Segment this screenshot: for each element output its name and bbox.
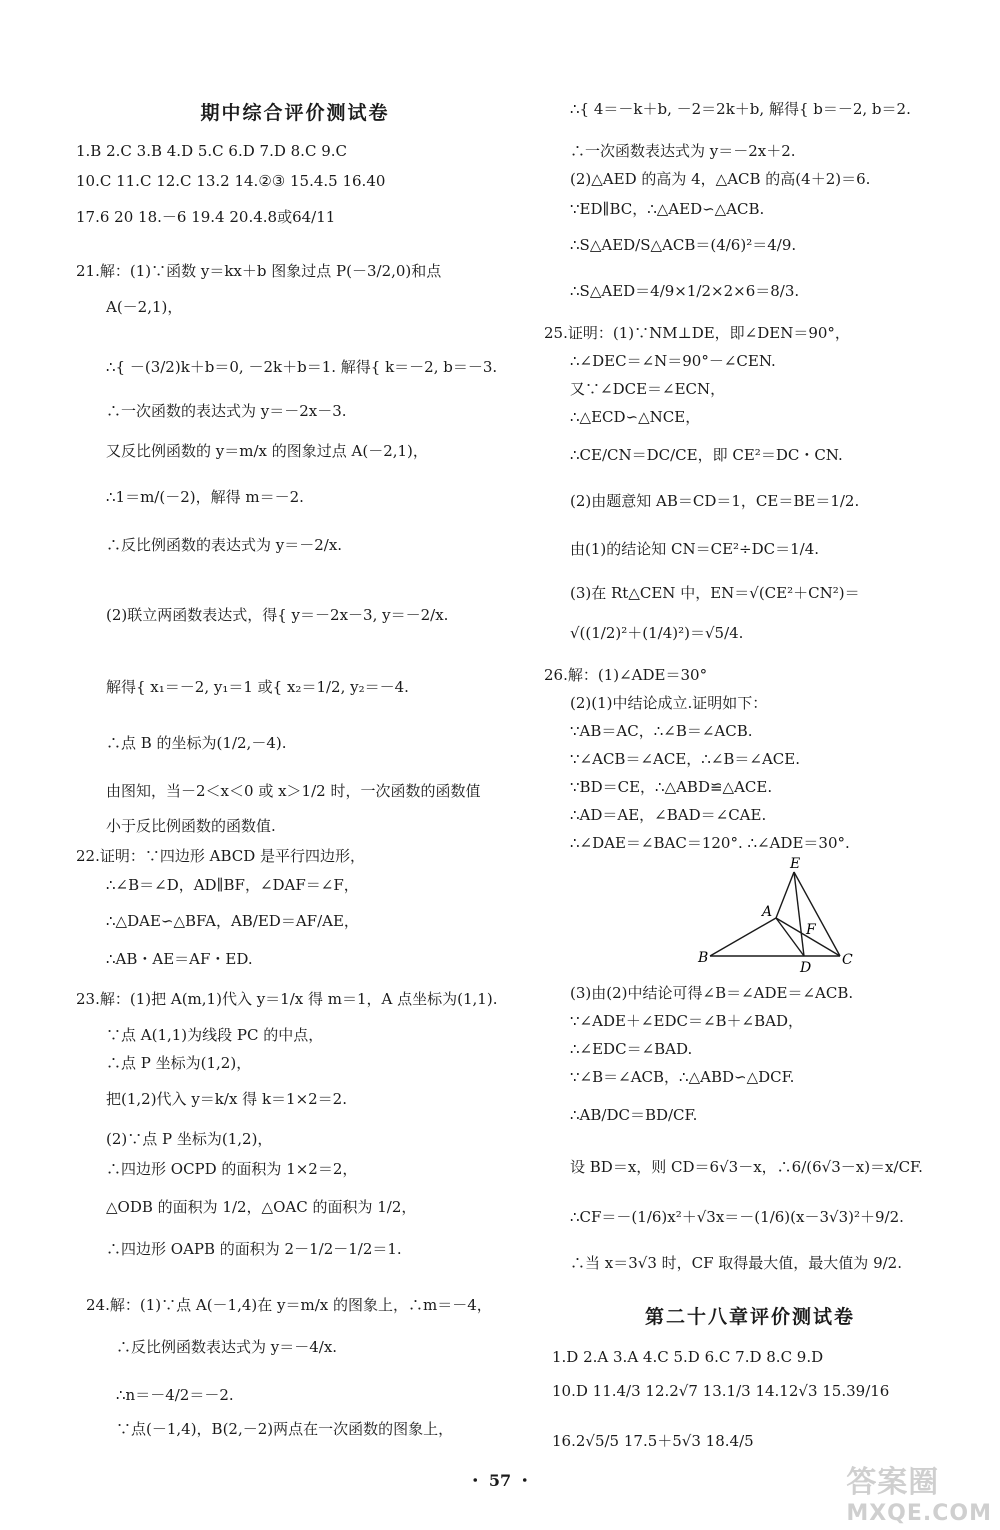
label-A: A [762,904,773,920]
solution-line: ∵AB＝AC，∴∠B＝∠ACB. [570,722,753,740]
solution-line: (2)△AED 的高为 4，△ACB 的高(4＋2)＝6. [570,170,871,188]
label-B: B [698,950,709,966]
solution-line: (2)∵点 P 坐标为(1,2)， [106,1130,273,1148]
solution-line: ∵∠ACB＝∠ACE，∴∠B＝∠ACE. [570,750,801,768]
solution-line: 由(1)的结论知 CN＝CE²÷DC＝1/4. [570,540,820,558]
solution-line: ∴CE/CN＝DC/CE，即 CE²＝DC・CN. [570,446,843,464]
label-F: F [806,922,816,938]
triangle-figure [690,856,890,976]
solution-line: ∴∠EDC＝∠BAD. [570,1040,693,1058]
solution-line: ∴AD＝AE，∠BAD＝∠CAE. [570,806,767,824]
solution-line: (3)由(2)中结论可得∠B＝∠ADE＝∠ACB. [570,984,854,1002]
answer-line: 1.B 2.C 3.B 4.D 5.C 6.D 7.D 8.C 9.C [76,142,347,160]
solution-line: ∴∠DEC＝∠N＝90°－∠CEN. [570,352,776,370]
solution-line: ∵点(－1,4)，B(2,－2)两点在一次函数的图象上， [116,1420,454,1438]
solution-line: ∴点 B 的坐标为(1/2,－4). [106,734,287,752]
solution-line: △ODB 的面积为 1/2，△OAC 的面积为 1/2， [106,1198,417,1216]
solution-line: ∴1＝m/(－2)，解得 m＝－2. [106,488,304,506]
segment-EC [794,872,840,956]
solution-line: ∴△DAE∽△BFA，AB/ED＝AF/AE， [106,912,359,930]
segment-AE [776,872,794,918]
solution-line: ∴一次函数表达式为 y＝－2x＋2. [570,142,796,160]
solution-line: A(－2,1)， [106,298,183,316]
solution-line: 解得{ x₁＝－2, y₁＝1 或{ x₂＝1/2, y₂＝－4. [106,678,409,696]
solution-line: ∴n＝－4/2＝－2. [116,1386,234,1404]
solution-line: ∴CF＝－(1/6)x²＋√3x＝－(1/6)(x－3√3)²＋9/2. [570,1208,904,1226]
label-D: D [800,960,812,976]
solution-line: ∴反比例函数表达式为 y＝－4/x. [116,1338,338,1356]
solution-line: 又反比例函数的 y＝m/x 的图象过点 A(－2,1)， [106,442,428,460]
solution-line: 21.解：(1)∵函数 y＝kx＋b 图象过点 P(－3/2,0)和点 [76,262,442,280]
solution-line: ∵点 A(1,1)为线段 PC 的中点， [106,1026,324,1044]
solution-line: 小于反比例函数的函数值. [106,817,276,835]
solution-line: ∴∠DAE＝∠BAC＝120°. ∴∠ADE＝30°. [570,834,850,852]
solution-line: ∴四边形 OCPD 的面积为 1×2＝2， [106,1160,358,1178]
solution-line: 由图知，当－2＜x＜0 或 x＞1/2 时，一次函数的函数值 [106,782,481,800]
solution-line: ∴S△AED/S△ACB＝(4/6)²＝4/9. [570,236,797,254]
solution-line: ∵ED∥BC，∴△AED∽△ACB. [570,200,765,218]
label-E: E [790,856,801,872]
solution-line: (2)(1)中结论成立.证明如下： [570,694,768,712]
answer-line: 10.C 11.C 12.C 13.2 14.②③ 15.4.5 16.40 [76,172,386,190]
solution-line: ∴一次函数的表达式为 y＝－2x－3. [106,402,347,420]
solution-line: ∴∠B＝∠D，AD∥BF，∠DAF＝∠F， [106,876,359,894]
solution-line: 25.证明：(1)∵NM⊥DE，即∠DEN＝90°， [544,324,850,342]
solution-line: 设 BD＝x，则 CD＝6√3－x，∴6/(6√3－x)＝x/CF. [570,1158,923,1176]
solution-line: 又∵∠DCE＝∠ECN， [570,380,726,398]
solution-line: ∴△ECD∽△NCE， [570,408,701,426]
solution-line: 23.解：(1)把 A(m,1)代入 y＝1/x 得 m＝1，A 点坐标为(1,1). [76,990,498,1008]
solution-line: (2)由题意知 AB＝CD＝1，CE＝BE＝1/2. [570,492,860,510]
answer-line: 1.D 2.A 3.A 4.C 5.D 6.C 7.D 8.C 9.D [552,1348,824,1366]
solution-line: ∴AB/DC＝BD/CF. [570,1106,698,1124]
solution-line: ∴{ 4＝－k＋b, －2＝2k＋b, 解得{ b＝－2, b＝2. [570,100,911,118]
segment-BA [710,918,776,956]
solution-line: ∵∠ADE＋∠EDC＝∠B＋∠BAD， [570,1012,803,1030]
solution-line: ∴四边形 OAPB 的面积为 2－1/2－1/2＝1. [106,1240,402,1258]
solution-line: ∴AB・AE＝AF・ED. [106,950,253,968]
solution-line: ∴点 P 坐标为(1,2)， [106,1054,252,1072]
solution-line: ∴反比例函数的表达式为 y＝－2/x. [106,536,343,554]
solution-line: ∵∠B＝∠ACB，∴△ABD∽△DCF. [570,1068,795,1086]
solution-line: ∴S△AED＝4/9×1/2×2×6＝8/3. [570,282,800,300]
solution-line: ∴当 x＝3√3 时，CF 取得最大值，最大值为 9/2. [570,1254,902,1272]
right-section-title: 第二十八章评价测试卷 [644,1306,855,1328]
solution-line: 24.解：(1)∵点 A(－1,4)在 y＝m/x 的图象上，∴m＝－4， [86,1296,492,1314]
watermark-url: MXQE.COM [846,1501,992,1526]
solution-line: √((1/2)²＋(1/4)²)＝√5/4. [570,624,744,642]
label-C: C [842,952,853,968]
watermark-logo [846,1457,992,1526]
answer-line: 17.6 20 18.－6 19.4 20.4.8或64/11 [76,208,336,226]
solution-line: ∵BD＝CE，∴△ABD≌△ACE. [570,778,773,796]
answer-line: 10.D 11.4/3 12.2√7 13.1/3 14.12√3 15.39/16 [552,1382,890,1400]
solution-line: 26.解：(1)∠ADE＝30° [544,666,708,684]
answer-line: 16.2√5/5 17.5＋5√3 18.4/5 [552,1432,754,1450]
solution-line: (2)联立两函数表达式，得{ y＝－2x－3, y＝－2/x. [106,606,449,624]
solution-line: ∴{ －(3/2)k＋b＝0, －2k＋b＝1. 解得{ k＝－2, b＝－3. [106,358,498,376]
page-number: ・ 57 ・ [467,1471,533,1490]
solution-line: 22.证明：∵四边形 ABCD 是平行四边形， [76,847,366,865]
watermark-text: 答案圈 [846,1465,940,1500]
solution-line: 把(1,2)代入 y＝k/x 得 k＝1×2＝2. [106,1090,347,1108]
left-section-title: 期中综合评价测试卷 [200,102,390,124]
solution-line: (3)在 Rt△CEN 中，EN＝√(CE²＋CN²)＝ [570,584,860,602]
